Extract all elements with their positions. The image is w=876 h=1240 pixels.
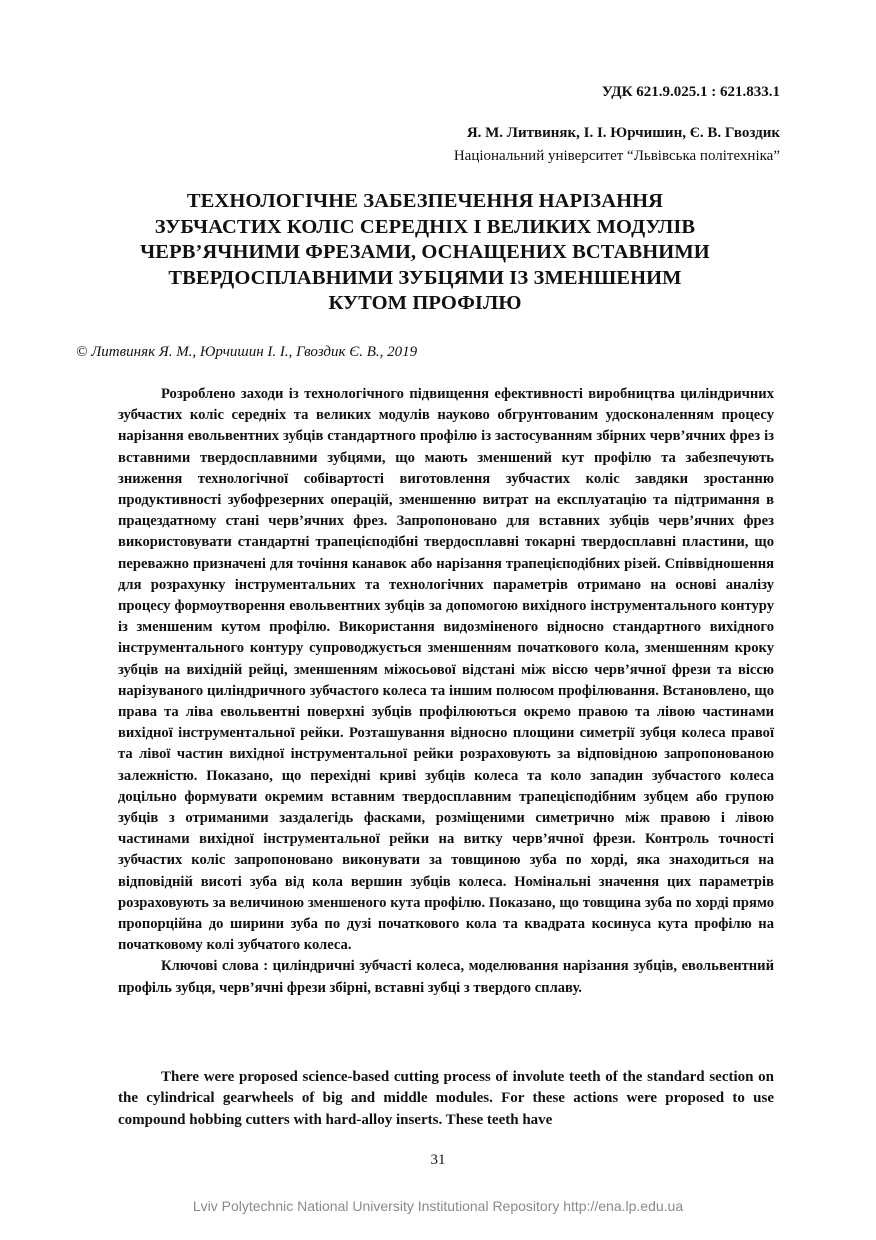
title-line: ТЕХНОЛОГІЧНЕ ЗАБЕЗПЕЧЕННЯ НАРІЗАННЯ — [186, 190, 664, 212]
abstract-english: There were proposed science-based cutting process of involute teeth of the standard section on the cylindrical gearwheels of big and middle modules. For these actions were proposed to use compound hobbing cutters with hard-alloy inserts. These teeth have — [118, 1069, 774, 1128]
abstract-ukrainian: Розроблено заходи із технологічного підвищення ефективності виробництва циліндричних зубчастих коліс середніх та великих модулів науково обгрунтованим удосконаленням процесу нарізання евольвентних зубців стандартного профілю із застосуванням збірних черв’ячних фрез із вставними твердосплавними зубцями, що мають зменшений кут профілю та забезпечують зниження технологічної собівартості виготовлення зубчастих коліс завдяки зростанню продуктивності зубофрезерних операцій, зменшенню витрат на експлуатацію та підтримання в працездатному стані черв’ячних фрез. Запропоновано для вставних зубців черв’ячних фрез використовувати стандартні трапецієподібні твердосплавні токарні твердосплавні пластини, що переважно призначені для точіння канавок або нарізання трапецієподібних різей. Співвідношення для розрахунку інструментальних та технологічних параметрів отримано на основі аналізу процесу формоутворення евольвентних зубців за допомогою вихідного інструментального контуру із зменшеним кутом профілю. Використання видозміненого відносно стандартного вихідного інструментального контуру супроводжується зменшенням початкового кола, зменшенням кроку зубців на вихідній рейці, зменшенням міжосьової відстані між віссю черв’ячної фрези та віссю нарізуваного циліндричного зубчастого колеса та іншим полюсом профілювання. Встановлено, що права та ліва евольвентні поверхні зубців профілюються окремо правою та лівою частинами вихідної інструментальної рейки. Розташування відносно площини симетрії зубця колеса правої та лівої частин вихідної інструментальної рейки розраховують за відповідною запропонованою залежністю. Показано, що перехідні криві зубців колеса та коло западин зубчастого колеса доцільно формувати окремим вставним твердосплавним трапецієподібним зубцем або групою зубців з отриманими заздалегідь фасками, розміщеними симетрично між правою і лівою частинами вихідної інструментальної рейки на витку черв’ячної фрези. Контроль точності зубчастих коліс запропоновано виконувати за товщиною зуба по хорді, яка знаходиться на відповідній висоті зуба від кола вершин зубців колеса. Номінальні значення цих параметрів розраховують за величиною зменшеного кута профілю. Показано, що товщина зуба по хорді прямо пропорційна до ширини зуба по дузі початкового кола та квадрата косинуса кута профілю на початковому колі зубчатого колеса. — [118, 386, 774, 954]
repository-footer: Lviv Polytechnic National University Institutional Repository http://ena.lp.edu.ua — [192, 1198, 684, 1214]
udk-code: УДК 621.9.025.1 : 621.833.1 — [601, 84, 780, 100]
title-line: ЧЕРВ’ЯЧНИМИ ФРЕЗАМИ, ОСНАЩЕНИХ ВСТАВНИМИ — [140, 241, 710, 263]
paper-title — [100, 189, 750, 317]
page-number: 31 — [430, 1152, 446, 1168]
title-line: ТВЕРДОСПЛАВНИМИ ЗУБЦЯМИ ІЗ ЗМЕНШЕНИМ — [168, 266, 682, 289]
abstract-ukrainian-block — [118, 384, 774, 999]
copyright: © Литвиняк Я. М., Юрчишин І. І., Гвоздик Є. В., 2019 — [76, 344, 418, 360]
keywords: Ключові слова : циліндричні зубчасті колеса, моделювання нарізання зубців, евольвентний профіль зубця, черв’ячні фрези збірні, вставні зубці з твердого сплаву. — [118, 958, 774, 996]
title-line: КУТОМ ПРОФІЛЮ — [328, 292, 522, 314]
affiliation: Національний університет “Львівська політехніка” — [453, 148, 780, 164]
title-line: ЗУБЧАСТИХ КОЛІС СЕРЕДНІХ І ВЕЛИКИХ МОДУЛІВ — [154, 215, 696, 238]
authors: Я. М. Литвиняк, І. І. Юрчишин, Є. В. Гвоздик — [466, 125, 780, 141]
